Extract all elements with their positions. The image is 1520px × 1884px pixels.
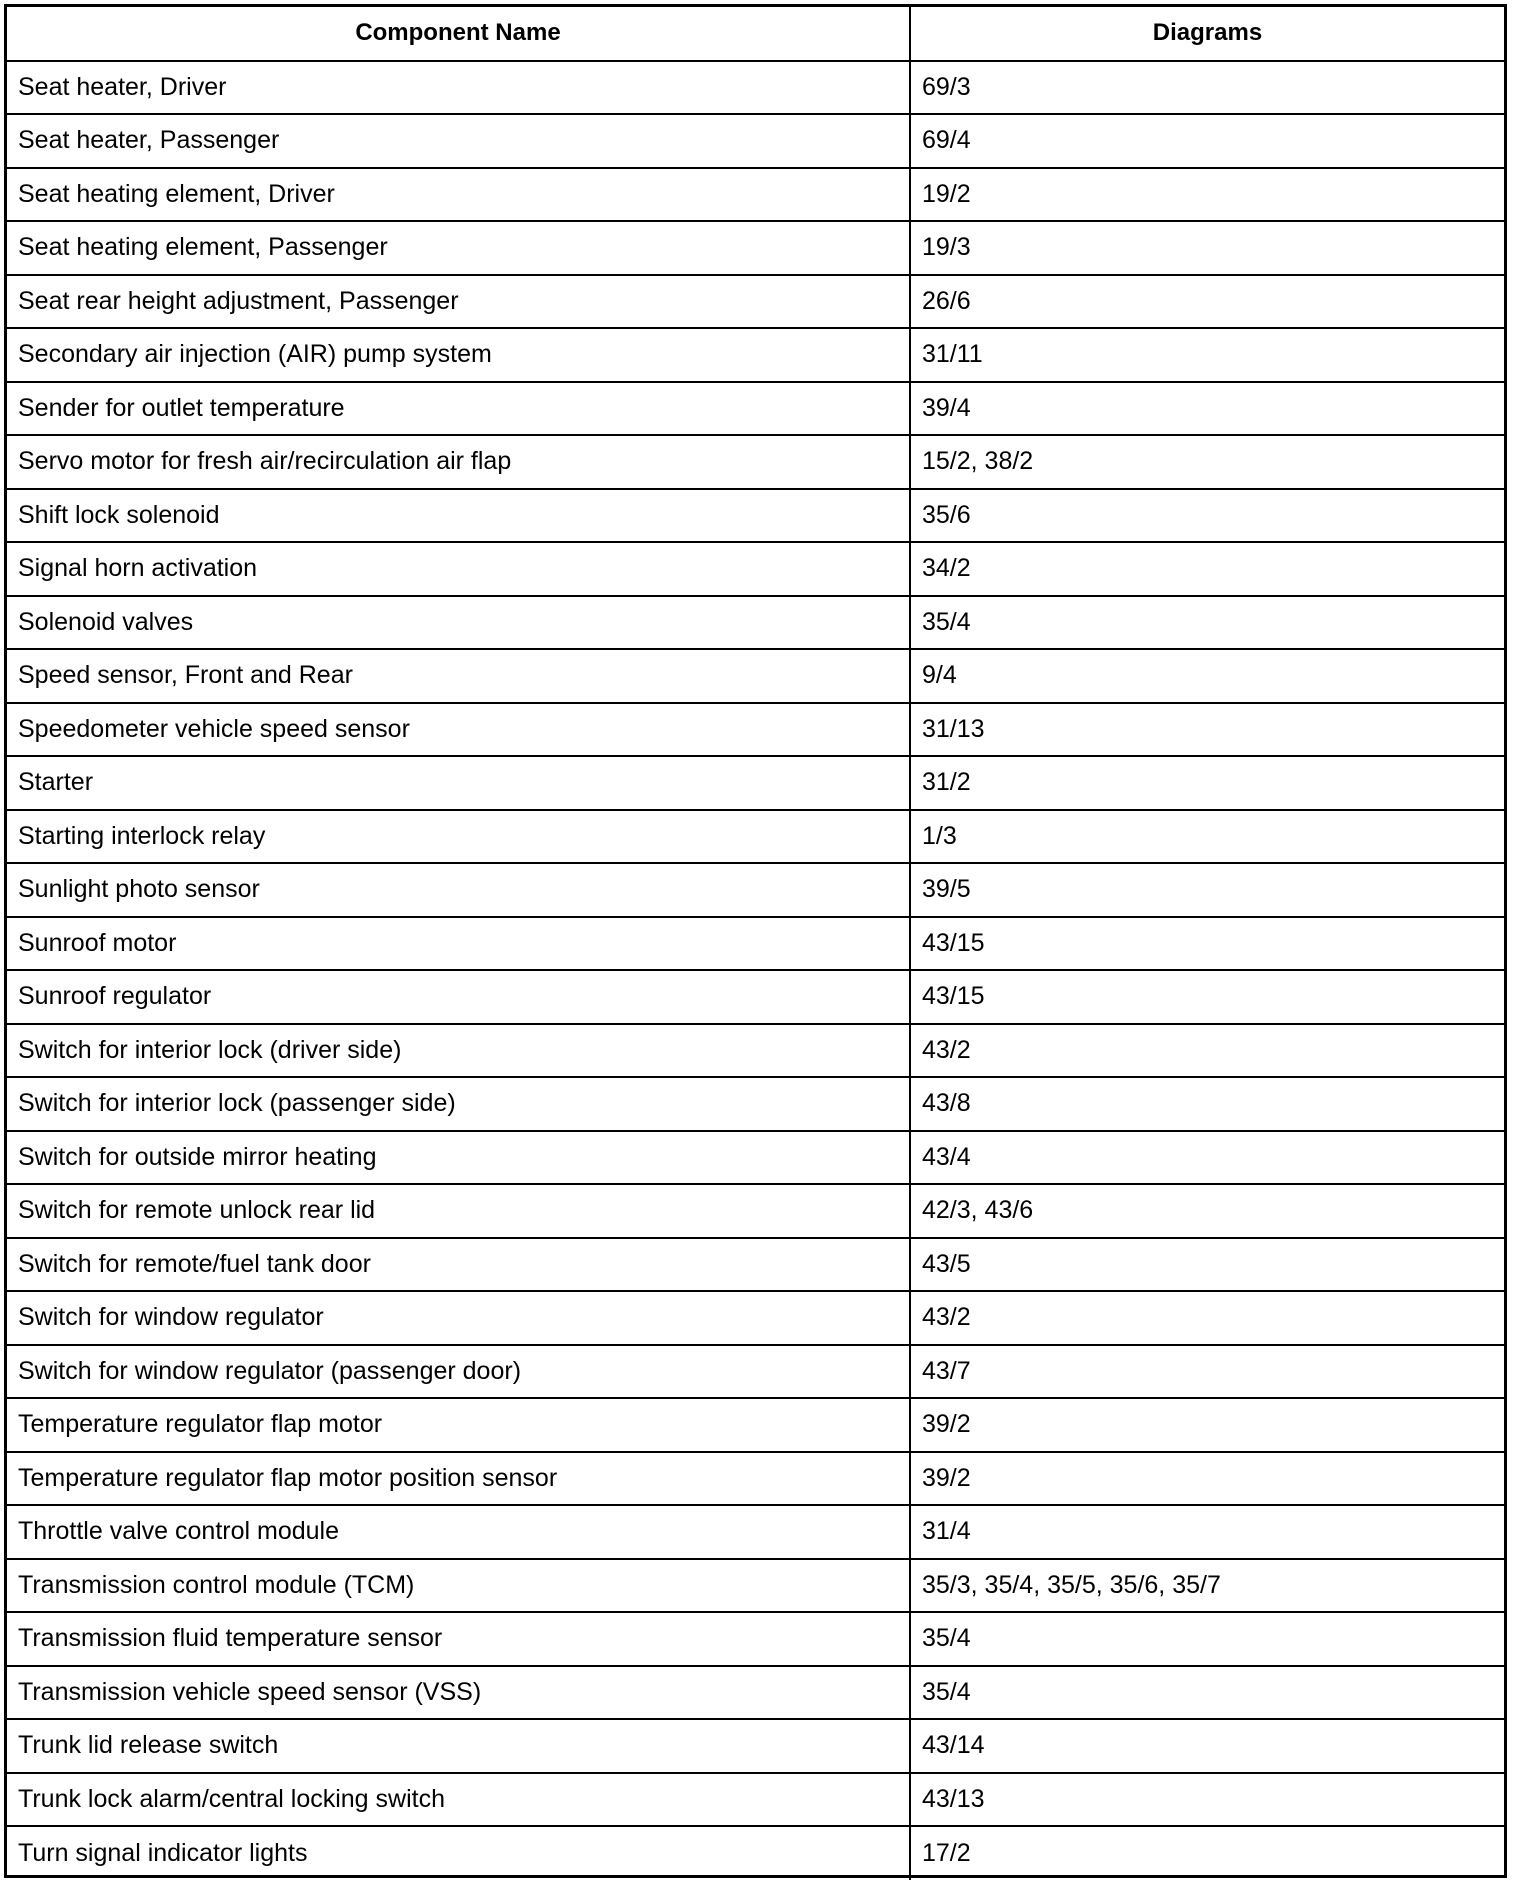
diagrams-cell: 43/7	[910, 1345, 1504, 1399]
diagrams-cell: 43/15	[910, 917, 1504, 971]
component-name-cell: Signal horn activation	[7, 542, 910, 596]
table-row	[7, 275, 1504, 329]
diagrams-cell: 31/2	[910, 756, 1504, 810]
component-name-cell: Turn signal indicator lights	[7, 1826, 910, 1880]
table-row	[7, 435, 1504, 489]
table-row	[7, 1184, 1504, 1238]
component-table-frame	[4, 4, 1507, 1878]
component-name-cell: Transmission fluid temperature sensor	[7, 1612, 910, 1666]
component-name-cell: Temperature regulator flap motor position sensor	[7, 1452, 910, 1506]
component-name-cell: Sender for outlet temperature	[7, 382, 910, 436]
diagrams-cell: 35/4	[910, 1612, 1504, 1666]
component-name-cell: Speed sensor, Front and Rear	[7, 649, 910, 703]
table-row	[7, 1024, 1504, 1078]
table-row	[7, 1666, 1504, 1720]
component-name-cell: Throttle valve control module	[7, 1505, 910, 1559]
component-name-cell: Sunroof regulator	[7, 970, 910, 1024]
table-row	[7, 1559, 1504, 1613]
component-name-cell: Servo motor for fresh air/recirculation air flap	[7, 435, 910, 489]
component-name-cell: Switch for interior lock (passenger side)	[7, 1077, 910, 1131]
diagrams-cell: 34/2	[910, 542, 1504, 596]
table-row	[7, 1826, 1504, 1880]
component-name-cell: Starter	[7, 756, 910, 810]
component-name-cell: Secondary air injection (AIR) pump system	[7, 328, 910, 382]
diagrams-cell: 69/3	[910, 61, 1504, 115]
table-row	[7, 756, 1504, 810]
table-row	[7, 1719, 1504, 1773]
component-name-cell: Shift lock solenoid	[7, 489, 910, 543]
component-name-cell: Transmission control module (TCM)	[7, 1559, 910, 1613]
table-row	[7, 1291, 1504, 1345]
diagrams-cell: 19/3	[910, 221, 1504, 275]
header-diagrams: Diagrams	[910, 7, 1504, 61]
table-row	[7, 328, 1504, 382]
table-row	[7, 1131, 1504, 1185]
diagrams-cell: 43/5	[910, 1238, 1504, 1292]
component-name-cell: Switch for window regulator (passenger door)	[7, 1345, 910, 1399]
table-row	[7, 382, 1504, 436]
component-name-cell: Sunlight photo sensor	[7, 863, 910, 917]
table-row	[7, 1612, 1504, 1666]
diagrams-cell: 43/8	[910, 1077, 1504, 1131]
table-row	[7, 649, 1504, 703]
diagrams-cell: 26/6	[910, 275, 1504, 329]
diagrams-cell: 15/2, 38/2	[910, 435, 1504, 489]
header-component-name: Component Name	[7, 7, 910, 61]
table-row	[7, 917, 1504, 971]
table-row	[7, 114, 1504, 168]
component-name-cell: Switch for window regulator	[7, 1291, 910, 1345]
diagrams-cell: 43/15	[910, 970, 1504, 1024]
component-name-cell: Speedometer vehicle speed sensor	[7, 703, 910, 757]
table-row	[7, 1452, 1504, 1506]
component-name-cell: Solenoid valves	[7, 596, 910, 650]
component-name-cell: Seat rear height adjustment, Passenger	[7, 275, 910, 329]
table-row	[7, 542, 1504, 596]
table-row	[7, 221, 1504, 275]
diagrams-cell: 39/4	[910, 382, 1504, 436]
diagrams-cell: 1/3	[910, 810, 1504, 864]
component-name-cell: Sunroof motor	[7, 917, 910, 971]
component-diagram-table	[7, 7, 1504, 1880]
table-row	[7, 1238, 1504, 1292]
diagrams-cell: 39/2	[910, 1398, 1504, 1452]
component-name-cell: Switch for remote/fuel tank door	[7, 1238, 910, 1292]
component-name-cell: Switch for interior lock (driver side)	[7, 1024, 910, 1078]
component-name-cell: Seat heating element, Passenger	[7, 221, 910, 275]
component-name-cell: Trunk lock alarm/central locking switch	[7, 1773, 910, 1827]
component-name-cell: Seat heating element, Driver	[7, 168, 910, 222]
table-row	[7, 61, 1504, 115]
diagrams-cell: 31/4	[910, 1505, 1504, 1559]
table-row	[7, 596, 1504, 650]
table-row	[7, 168, 1504, 222]
component-name-cell: Switch for remote unlock rear lid	[7, 1184, 910, 1238]
diagrams-cell: 9/4	[910, 649, 1504, 703]
component-name-cell: Seat heater, Passenger	[7, 114, 910, 168]
diagrams-cell: 42/3, 43/6	[910, 1184, 1504, 1238]
component-name-cell: Starting interlock relay	[7, 810, 910, 864]
diagrams-cell: 43/14	[910, 1719, 1504, 1773]
table-row	[7, 863, 1504, 917]
diagrams-cell: 35/4	[910, 1666, 1504, 1720]
component-name-cell: Transmission vehicle speed sensor (VSS)	[7, 1666, 910, 1720]
diagrams-cell: 43/13	[910, 1773, 1504, 1827]
diagrams-cell: 69/4	[910, 114, 1504, 168]
component-name-cell: Seat heater, Driver	[7, 61, 910, 115]
table-row	[7, 1505, 1504, 1559]
diagrams-cell: 39/5	[910, 863, 1504, 917]
diagrams-cell: 31/13	[910, 703, 1504, 757]
diagrams-cell: 43/2	[910, 1024, 1504, 1078]
diagrams-cell: 35/4	[910, 596, 1504, 650]
table-row	[7, 1077, 1504, 1131]
table-row	[7, 970, 1504, 1024]
diagrams-cell: 39/2	[910, 1452, 1504, 1506]
component-name-cell: Temperature regulator flap motor	[7, 1398, 910, 1452]
table-row	[7, 810, 1504, 864]
diagrams-cell: 17/2	[910, 1826, 1504, 1880]
table-header-row	[7, 7, 1504, 61]
table-row	[7, 1345, 1504, 1399]
table-body	[7, 61, 1504, 1880]
table-row	[7, 489, 1504, 543]
diagrams-cell: 19/2	[910, 168, 1504, 222]
diagrams-cell: 31/11	[910, 328, 1504, 382]
table-row	[7, 1398, 1504, 1452]
table-row	[7, 1773, 1504, 1827]
component-name-cell: Trunk lid release switch	[7, 1719, 910, 1773]
diagrams-cell: 35/6	[910, 489, 1504, 543]
table-row	[7, 703, 1504, 757]
diagrams-cell: 43/4	[910, 1131, 1504, 1185]
diagrams-cell: 43/2	[910, 1291, 1504, 1345]
diagrams-cell: 35/3, 35/4, 35/5, 35/6, 35/7	[910, 1559, 1504, 1613]
component-name-cell: Switch for outside mirror heating	[7, 1131, 910, 1185]
